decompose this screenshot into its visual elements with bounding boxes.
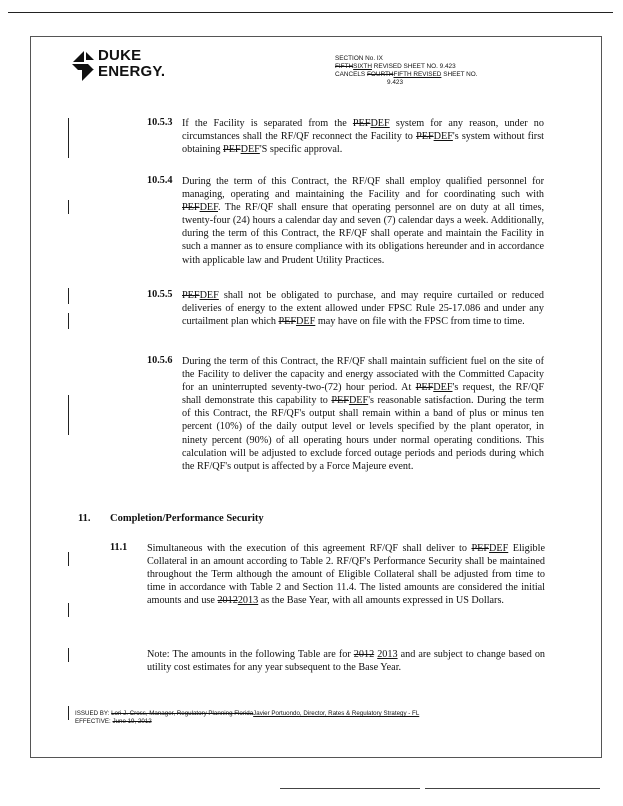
item-text: During the term of this Contract, the RF/QF shall employ qualified personnel for managing, operating and maintaining the Facility and for coordinating such with PEFDEF. The RF/QF shall ensure that operating personnel are on duty at all times, twenty-four (24) hours a calendar day and seven (7) calendar days a week. Additionally, during the term of this Contract, the RF/QF shall operate and maintain the Facility in such a manner as to ensure compliance with its obligations hereunder and in accordance with applicable law and Prudent Utility Practices. (182, 176, 544, 266)
cancels-new: FIFTH REVISED (393, 71, 442, 78)
revision-bar (68, 288, 69, 304)
sheet-new: SIXTH (353, 63, 372, 70)
cancels-rest: SHEET NO. (441, 71, 478, 78)
effective-old: June 19, 2012 (112, 718, 152, 725)
section-title: Completion/Performance Security (110, 513, 264, 524)
revision-bar (68, 648, 69, 662)
sheet-revision (335, 63, 545, 71)
duke-energy-logo (70, 48, 190, 88)
effective-label: EFFECTIVE: (75, 718, 113, 725)
bottom-rule (280, 788, 420, 789)
issued-label: ISSUED BY: (75, 710, 112, 717)
item-text: Simultaneous with the execution of this agreement RF/QF shall deliver to PEFDEF Eligible Collateral in an amount according to Table 2. RF/QF's Performance Security shall be maintained throughout the Term although the amount of Eligible Collateral shall be adjusted from time to time in accordance with Table 2 and Section 11.4. The listed amounts are considered the initial amounts and use 20122013 as the Base Year, with all amounts expressed in US Dollars. (147, 543, 545, 607)
sheet-rest: REVISED SHEET NO. 9.423 (371, 63, 456, 70)
logo-line1: DUKE (98, 47, 142, 64)
section-number: 11. (78, 513, 91, 524)
footer (75, 710, 595, 726)
logo-wordmark (98, 48, 165, 80)
item-number: 10.5.3 (147, 117, 173, 128)
revision-bar (68, 552, 69, 566)
revision-bar (68, 706, 69, 720)
sheet-no: 9.423 (387, 79, 403, 86)
logo-line2: ENERGY. (98, 63, 166, 80)
item-text: If the Facility is separated from the PEFDEF system for any reason, under no circumstances shall the RF/QF reconnect the Facility to PEFDEF's system without first obtaining PEFDEF'S specific approval. (182, 118, 544, 156)
sheet-old: FIFTH (335, 63, 354, 70)
revision-bar (68, 603, 69, 617)
item-number: 11.1 (110, 542, 128, 553)
cancels-line (335, 71, 545, 79)
bottom-rule (425, 788, 600, 789)
effective-date (75, 718, 595, 726)
issued-old: Lori J. Cross, Manager, Regulatory Planning Florida (111, 710, 254, 717)
note-text: Note: The amounts in the following Table are for 2012 2013 and are subject to change based on utility cost estimates for any year subsequent to the Base Year. (147, 649, 546, 674)
sheet-header (335, 55, 545, 87)
revision-bar (68, 200, 69, 214)
issued-by (75, 710, 595, 718)
section-number: SECTION No. IX (335, 55, 383, 62)
item-text: PEFDEF shall not be obligated to purchase, and may require curtailed or reduced deliveries of energy to the extent allowed under FPSC Rule 25-17.086 and under any curtailment plan which PEFDEF may have on file with the FPSC from time to time. (182, 290, 544, 328)
cancels-old: FOURTH (366, 71, 394, 78)
item-number: 10.5.4 (147, 175, 173, 186)
revision-bar (68, 313, 69, 329)
revision-bar (68, 395, 69, 435)
item-number: 10.5.5 (147, 289, 173, 300)
top-rule (8, 12, 613, 13)
issued-new: Javier Portuondo, Director, Rates & Regulatory Strategy - FL (253, 710, 420, 717)
revision-bar (68, 118, 69, 158)
duke-energy-logo-icon (70, 50, 96, 82)
item-text: During the term of this Contract, the RF/QF shall maintain sufficient fuel on the site of the Facility to deliver the capacity and energy associated with the Committed Capacity for an uninterrupted seventy-two-(72) hour period. At PEFDEF's request, the RF/QF shall demonstrate this capability to PEFDEF's reasonable satisfaction. During the term of this Contract, the RF/QF's output shall remain within a band of plus or minus ten percent (10%) of the daily output level or levels specified by the plant operator, in ninety percent (90%) of all operating hours under normal operating conditions. This calculation will be adjusted to exclude forced outage periods and periods during which the RF/QF's output is affected by a Force Majeure event. (182, 356, 545, 472)
item-number: 10.5.6 (147, 355, 173, 366)
cancels-label: CANCELS (335, 71, 367, 78)
